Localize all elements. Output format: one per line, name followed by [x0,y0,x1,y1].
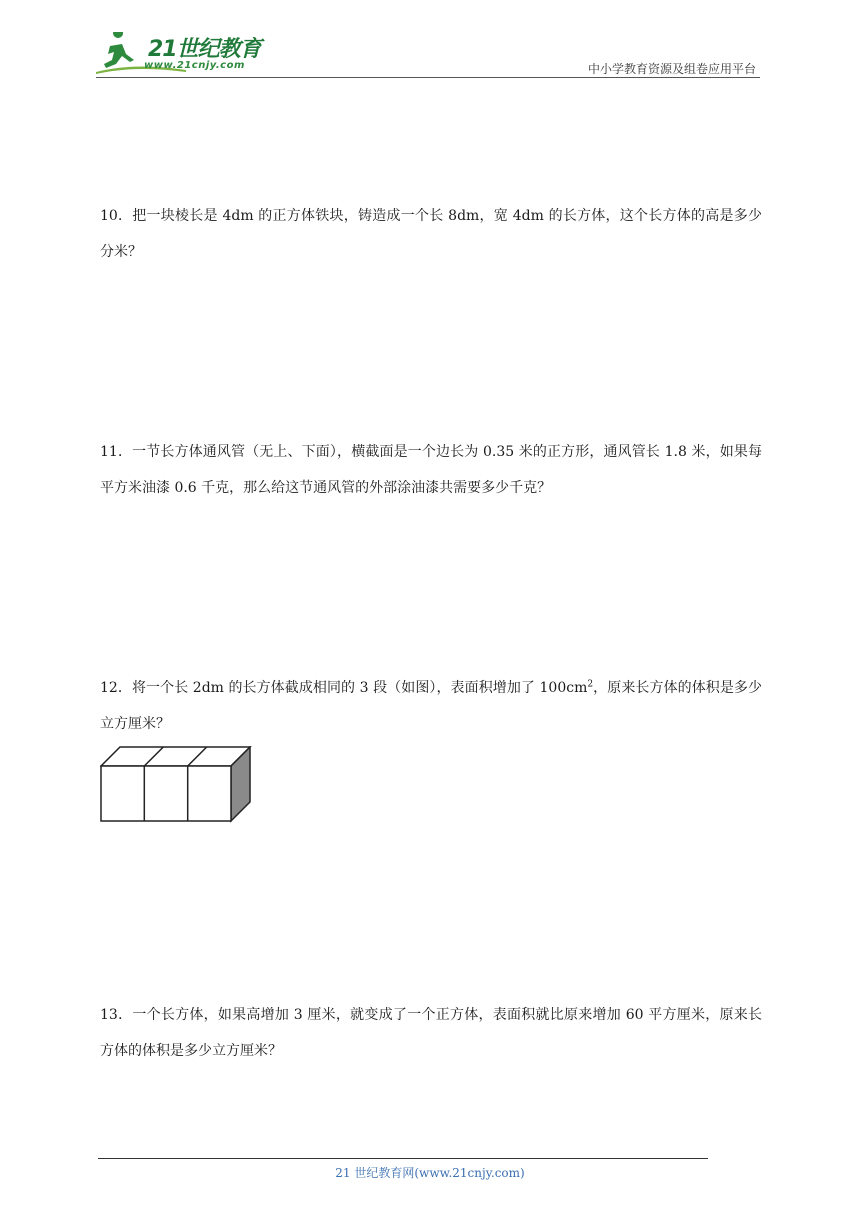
question-12-text-end: ，原来长方体的体积是多少立方厘米？ [100,680,762,732]
question-12-text: 12．将一个长 2dm 的长方体截成相同的 3 段（如图），表面积增加了 100cm [100,680,588,696]
footer-divider [98,1158,708,1159]
cuboid-figure [100,746,252,824]
logo-text: 21世纪教育 [148,37,261,62]
question-11: 11．一节长方体通风管（无上、下面），横截面是一个边长为 0.35 米的正方形，通风管长 1.8 米，如果每平方米油漆 0.6 千克，那么给这节通风管的外部涂油漆共需要多少千克？ [100,444,762,496]
cuboid-top-face [101,747,250,766]
question-10: 10．把一块棱长是 4dm 的正方体铁块，铸造成一个长 8dm，宽 4dm 的长方体，这个长方体的高是多少分米？ [100,208,762,260]
cuboid-front-face [101,766,231,821]
logo-url: www.21cnjy.com [144,60,245,71]
footer-link[interactable]: 21 世纪教育网(www.21cnjy.com) [335,1166,525,1180]
question-12 [100,670,762,742]
header-divider [96,77,760,78]
question-13: 13．一个长方体，如果高增加 3 厘米，就变成了一个正方体，表面积就比原来增加 60 平方厘米，原来长方体的体积是多少立方厘米？ [100,1007,762,1059]
platform-title: 中小学教育资源及组卷应用平台 [587,62,756,76]
page-header [96,30,760,78]
superscript: 2 [587,679,594,690]
